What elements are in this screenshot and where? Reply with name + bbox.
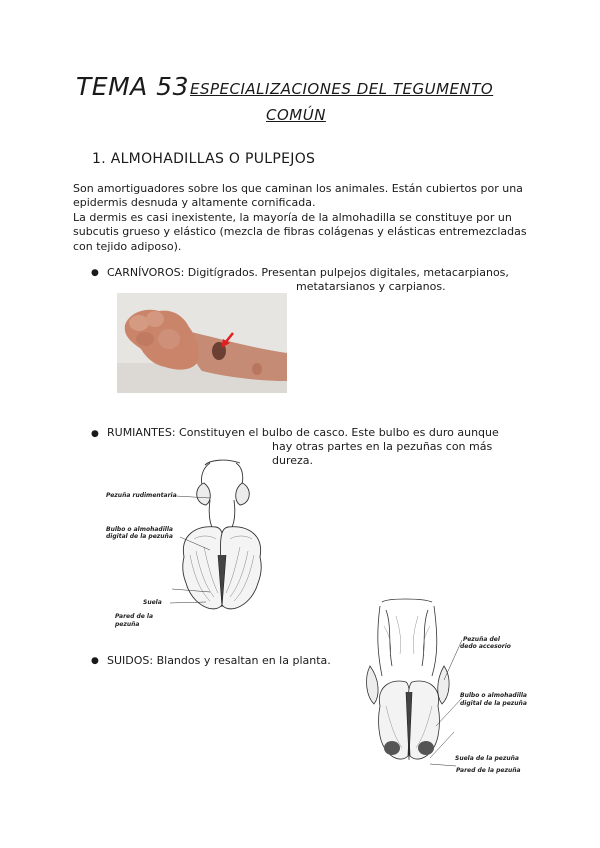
label-bulbo-line2: digital de la pezuña: [106, 533, 173, 540]
bullet-dot: ●: [91, 268, 99, 278]
pig-leader-lines: [420, 630, 465, 770]
title-subtitle-line1: ESPECIALIZACIONES DEL TEGUMENTO: [190, 80, 494, 98]
bullet-rumiantes-line1: RUMIANTES: Constituyen el bulbo de casco. Este bulbo es duro aunque: [107, 426, 499, 439]
label-pezuna-rudimentaria: Pezuña rudimentaria: [106, 492, 177, 499]
label-pared-line1: Pared de la: [115, 613, 154, 620]
bullet-rumiantes-line3: dureza.: [272, 454, 314, 467]
bullet-carnivoros-line2: metatarsianos y carpianos.: [296, 280, 446, 293]
label-pig-bulbo-line1: Bulbo o almohadilla: [460, 692, 527, 699]
ruminant-leader-lines: [140, 490, 240, 610]
bullet-dot: ●: [91, 429, 99, 439]
title-number: TEMA 53: [76, 72, 189, 101]
label-pig-bulbo-line2: digital de la pezuña: [460, 700, 527, 707]
bullet-rumiantes-line2: hay otras partes en la pezuñas con más: [272, 440, 493, 453]
label-suela: Suela: [143, 599, 162, 606]
label-pig-suela: Suela de la pezuña: [455, 755, 519, 762]
dog-paw-photo: [117, 293, 287, 393]
bullet-dot: ●: [91, 656, 99, 666]
section-heading: 1. ALMOHADILLAS O PULPEJOS: [92, 151, 316, 167]
label-dedo-line2: dedo accesorio: [460, 643, 511, 650]
label-pared-line2: pezuña: [115, 621, 140, 628]
paragraph-1: Son amortiguadores sobre los que caminan los animales. Están cubiertos por una epidermis desnuda y altamente cornificada.: [73, 182, 523, 210]
bullet-suidos-line1: SUIDOS: Blandos y resaltan en la planta.: [107, 654, 331, 667]
title-subtitle-line2: COMÚN: [266, 106, 326, 124]
bullet-carnivoros-line1: CARNÍVOROS: Digitígrados. Presentan pulpejos digitales, metacarpianos,: [107, 266, 509, 279]
label-bulbo-line1: Bulbo o almohadilla: [106, 526, 173, 533]
label-dedo-line1: Pezuña del: [463, 636, 500, 643]
paragraph-2: La dermis es casi inexistente, la mayoría de la almohadilla se constituye por un subcutis grueso y elástico (mezcla de fibras colágenas y elásticas entremezcladas con tejido adiposo).: [73, 211, 527, 253]
label-pig-pared: Pared de la pezuña: [456, 767, 521, 774]
